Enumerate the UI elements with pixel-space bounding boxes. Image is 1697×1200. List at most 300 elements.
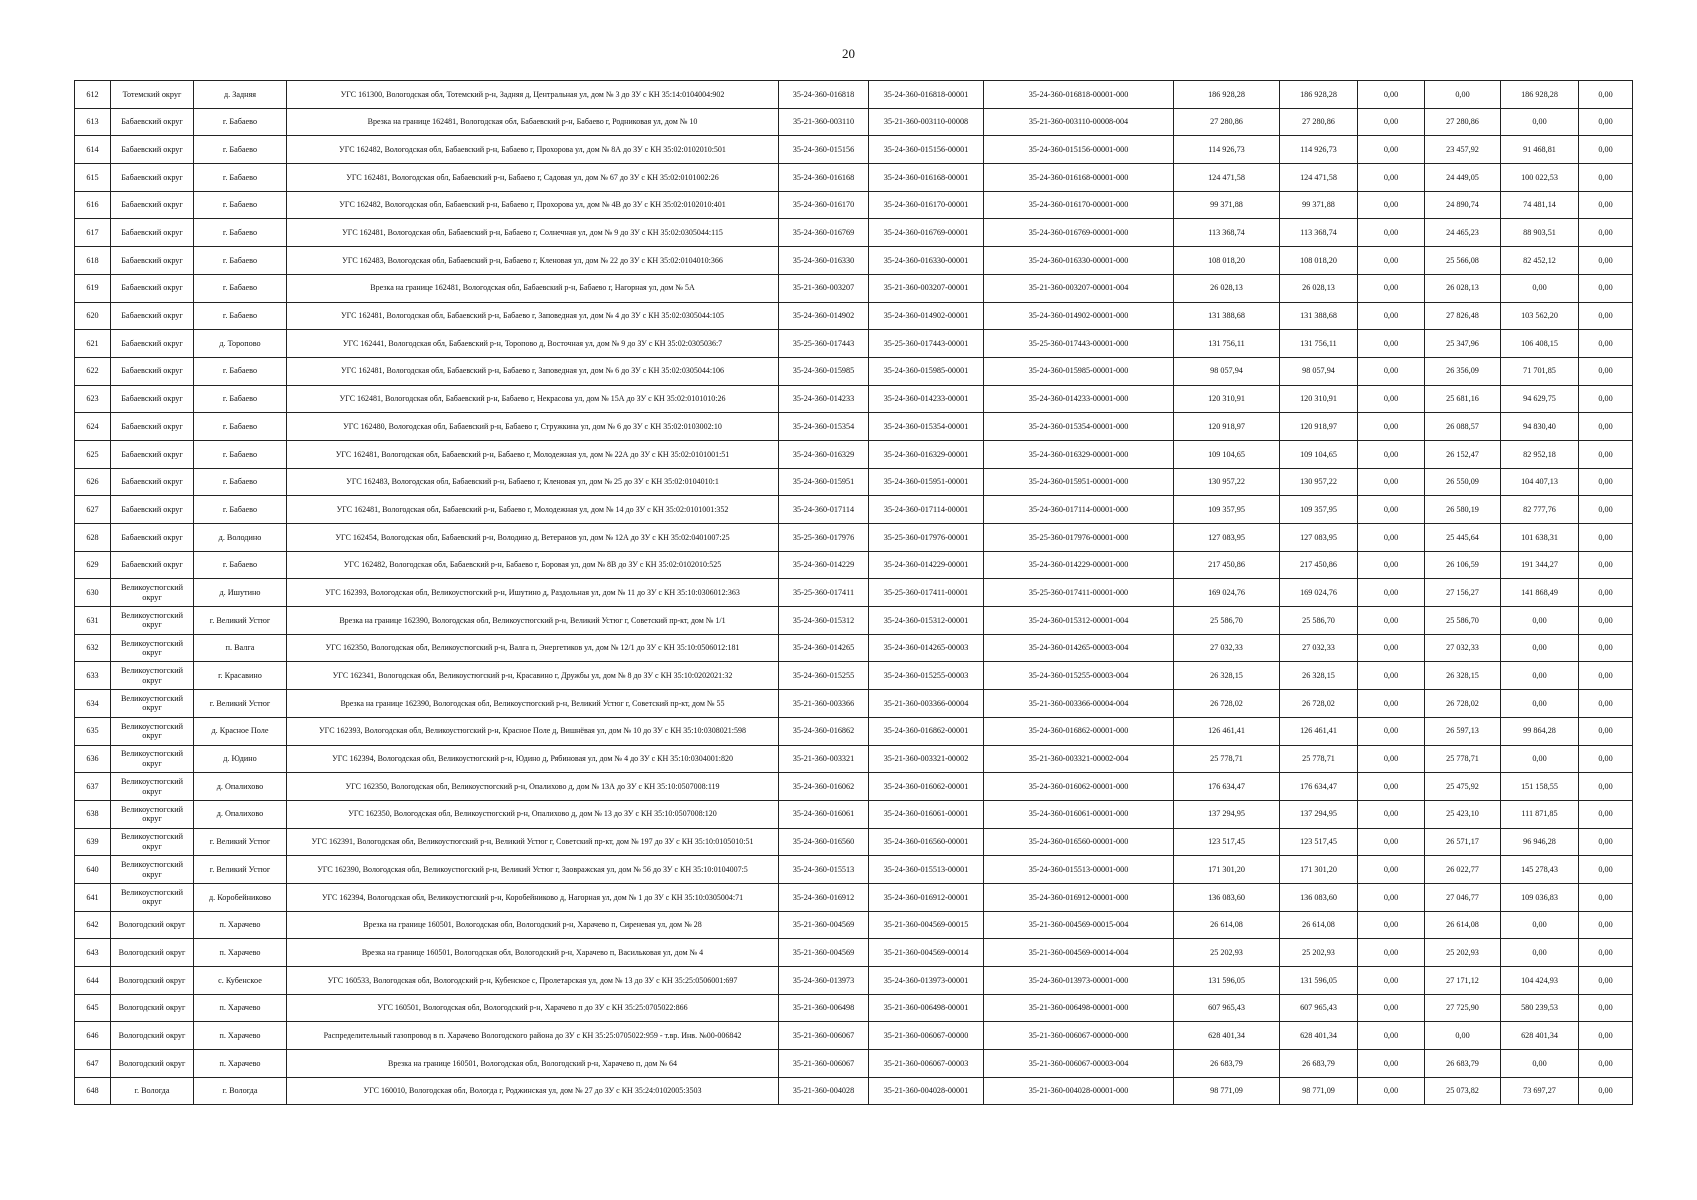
table-row <box>75 634 1633 662</box>
balance-cell: 0,00 <box>1579 773 1633 801</box>
zero-amount-cell: 0,00 <box>1358 136 1425 164</box>
amount-cell: 27 032,33 <box>1280 634 1358 662</box>
inventory-code-cell: 35-21-360-006067-00000-000 <box>984 1022 1174 1050</box>
settlement-cell: г. Великий Устюг <box>194 828 287 856</box>
connection-amount-cell: 26 683,79 <box>1425 1050 1501 1078</box>
settlement-cell: д. Юдино <box>194 745 287 773</box>
sub-object-code-cell: 35-24-360-015985-00001 <box>869 357 984 385</box>
address-cell: Распределительный газопровод в п. Харачево Вологодского района до ЗУ с КН 35:25:0705022:959 - т.вр. Инв. №00-006842 <box>287 1022 779 1050</box>
settlement-cell: п. Харачево <box>194 994 287 1022</box>
sub-object-code-cell: 35-24-360-016329-00001 <box>869 440 984 468</box>
connection-amount-cell: 0,00 <box>1425 1022 1501 1050</box>
district-cell: Бабаевский округ <box>111 302 194 330</box>
sub-object-code-cell: 35-21-360-006498-00001 <box>869 994 984 1022</box>
district-cell: Бабаевский округ <box>111 274 194 302</box>
district-cell: Бабаевский округ <box>111 524 194 552</box>
connection-amount-cell: 26 614,08 <box>1425 911 1501 939</box>
table-row <box>75 828 1633 856</box>
settlement-cell: г. Бабаево <box>194 164 287 192</box>
amount-cell: 27 280,86 <box>1280 108 1358 136</box>
row-number-cell: 616 <box>75 191 111 219</box>
amount-total-cell: 131 596,05 <box>1174 967 1280 995</box>
address-cell: УГС 160533, Вологодская обл, Вологодский р-н, Кубенское с, Пролетарская ул, дом № 13 до ЗУ с КН 35:25:0506001:697 <box>287 967 779 995</box>
object-code-cell: 35-24-360-014233 <box>779 385 869 413</box>
amount-cell: 130 957,22 <box>1280 468 1358 496</box>
zero-amount-cell: 0,00 <box>1358 690 1425 718</box>
table-row <box>75 911 1633 939</box>
settlement-cell: п. Харачево <box>194 939 287 967</box>
amount-cell: 25 778,71 <box>1280 745 1358 773</box>
table-row <box>75 164 1633 192</box>
settlement-cell: д. Коробейниково <box>194 883 287 911</box>
address-cell: Врезка на границе 160501, Вологодская обл, Вологодский р-н, Харачево п, дом № 64 <box>287 1050 779 1078</box>
remaining-amount-cell: 0,00 <box>1501 1050 1579 1078</box>
connection-amount-cell: 26 356,09 <box>1425 357 1501 385</box>
zero-amount-cell: 0,00 <box>1358 108 1425 136</box>
connection-amount-cell: 26 571,17 <box>1425 828 1501 856</box>
remaining-amount-cell: 0,00 <box>1501 662 1579 690</box>
district-cell: г. Вологда <box>111 1077 194 1105</box>
settlement-cell: г. Бабаево <box>194 302 287 330</box>
address-cell: УГС 162350, Вологодская обл, Великоустюгский р-н, Опалихово д, дом № 13А до ЗУ с КН 35:10:0507008:119 <box>287 773 779 801</box>
object-code-cell: 35-24-360-014229 <box>779 551 869 579</box>
object-code-cell: 35-24-360-015255 <box>779 662 869 690</box>
remaining-amount-cell: 145 278,43 <box>1501 856 1579 884</box>
amount-cell: 176 634,47 <box>1280 773 1358 801</box>
amount-cell: 127 083,95 <box>1280 524 1358 552</box>
district-cell: Великоустюгский округ <box>111 607 194 635</box>
zero-amount-cell: 0,00 <box>1358 247 1425 275</box>
amount-cell: 25 202,93 <box>1280 939 1358 967</box>
object-code-cell: 35-21-360-006067 <box>779 1050 869 1078</box>
object-code-cell: 35-24-360-016168 <box>779 164 869 192</box>
sub-object-code-cell: 35-24-360-015513-00001 <box>869 856 984 884</box>
balance-cell: 0,00 <box>1579 357 1633 385</box>
remaining-amount-cell: 94 830,40 <box>1501 413 1579 441</box>
inventory-code-cell: 35-24-360-014902-00001-000 <box>984 302 1174 330</box>
connection-amount-cell: 24 465,23 <box>1425 219 1501 247</box>
settlement-cell: г. Бабаево <box>194 357 287 385</box>
sub-object-code-cell: 35-24-360-016330-00001 <box>869 247 984 275</box>
amount-cell: 108 018,20 <box>1280 247 1358 275</box>
settlement-cell: д. Торопово <box>194 330 287 358</box>
table-row <box>75 302 1633 330</box>
amount-cell: 98 771,09 <box>1280 1077 1358 1105</box>
row-number-cell: 614 <box>75 136 111 164</box>
amount-total-cell: 186 928,28 <box>1174 81 1280 109</box>
zero-amount-cell: 0,00 <box>1358 468 1425 496</box>
address-cell: УГС 162482, Вологодская обл, Бабаевский р-н, Бабаево г, Прохорова ул, дом № 8А до ЗУ с КН 35:02:0102010:501 <box>287 136 779 164</box>
remaining-amount-cell: 580 239,53 <box>1501 994 1579 1022</box>
sub-object-code-cell: 35-24-360-014902-00001 <box>869 302 984 330</box>
zero-amount-cell: 0,00 <box>1358 330 1425 358</box>
amount-cell: 114 926,73 <box>1280 136 1358 164</box>
sub-object-code-cell: 35-21-360-004569-00014 <box>869 939 984 967</box>
row-number-cell: 628 <box>75 524 111 552</box>
amount-cell: 109 104,65 <box>1280 440 1358 468</box>
settlement-cell: г. Бабаево <box>194 440 287 468</box>
sub-object-code-cell: 35-24-360-013973-00001 <box>869 967 984 995</box>
settlement-cell: п. Харачево <box>194 1022 287 1050</box>
district-cell: Великоустюгский округ <box>111 634 194 662</box>
amount-total-cell: 127 083,95 <box>1174 524 1280 552</box>
address-cell: УГС 162341, Вологодская обл, Великоустюгский р-н, Красавино г, Дружбы ул, дом № 8 до ЗУ с КН 35:10:0202021:32 <box>287 662 779 690</box>
amount-cell: 120 918,97 <box>1280 413 1358 441</box>
district-cell: Бабаевский округ <box>111 136 194 164</box>
settlement-cell: д. Опалихово <box>194 800 287 828</box>
settlement-cell: д. Опалихово <box>194 773 287 801</box>
district-cell: Бабаевский округ <box>111 219 194 247</box>
table-row <box>75 994 1633 1022</box>
inventory-code-cell: 35-24-360-016912-00001-000 <box>984 883 1174 911</box>
settlement-cell: г. Бабаево <box>194 274 287 302</box>
amount-total-cell: 26 728,02 <box>1174 690 1280 718</box>
address-cell: УГС 162482, Вологодская обл, Бабаевский р-н, Бабаево г, Боровая ул, дом № 8В до ЗУ с КН 35:02:0102010:525 <box>287 551 779 579</box>
address-cell: УГС 162481, Вологодская обл, Бабаевский р-н, Бабаево г, Солнечная ул, дом № 9 до ЗУ с КН 35:02:0305044:115 <box>287 219 779 247</box>
settlement-cell: д. Ишутино <box>194 579 287 607</box>
object-code-cell: 35-24-360-016330 <box>779 247 869 275</box>
sub-object-code-cell: 35-24-360-016168-00001 <box>869 164 984 192</box>
object-code-cell: 35-24-360-016769 <box>779 219 869 247</box>
amount-total-cell: 98 057,94 <box>1174 357 1280 385</box>
remaining-amount-cell: 0,00 <box>1501 939 1579 967</box>
amount-cell: 26 028,13 <box>1280 274 1358 302</box>
object-code-cell: 35-24-360-015951 <box>779 468 869 496</box>
amount-cell: 120 310,91 <box>1280 385 1358 413</box>
address-cell: УГС 162350, Вологодская обл, Великоустюгский р-н, Валга п, Энергетиков ул, дом № 12/1 до ЗУ с КН 35:10:0506012:181 <box>287 634 779 662</box>
object-code-cell: 35-24-360-015513 <box>779 856 869 884</box>
balance-cell: 0,00 <box>1579 579 1633 607</box>
table-row <box>75 856 1633 884</box>
amount-total-cell: 113 368,74 <box>1174 219 1280 247</box>
connection-amount-cell: 26 152,47 <box>1425 440 1501 468</box>
zero-amount-cell: 0,00 <box>1358 634 1425 662</box>
district-cell: Тотемский округ <box>111 81 194 109</box>
address-cell: УГС 162481, Вологодская обл, Бабаевский р-н, Бабаево г, Некрасова ул, дом № 15А до ЗУ с КН 35:02:0101010:26 <box>287 385 779 413</box>
remaining-amount-cell: 71 701,85 <box>1501 357 1579 385</box>
amount-total-cell: 124 471,58 <box>1174 164 1280 192</box>
connection-amount-cell: 25 475,92 <box>1425 773 1501 801</box>
object-code-cell: 35-24-360-016912 <box>779 883 869 911</box>
table-row <box>75 385 1633 413</box>
balance-cell: 0,00 <box>1579 164 1633 192</box>
remaining-amount-cell: 0,00 <box>1501 690 1579 718</box>
connection-amount-cell: 0,00 <box>1425 81 1501 109</box>
district-cell: Вологодский округ <box>111 1050 194 1078</box>
amount-total-cell: 25 586,70 <box>1174 607 1280 635</box>
inventory-code-cell: 35-24-360-017114-00001-000 <box>984 496 1174 524</box>
zero-amount-cell: 0,00 <box>1358 579 1425 607</box>
sub-object-code-cell: 35-24-360-016170-00001 <box>869 191 984 219</box>
inventory-code-cell: 35-24-360-015312-00001-004 <box>984 607 1174 635</box>
zero-amount-cell: 0,00 <box>1358 1077 1425 1105</box>
amount-cell: 186 928,28 <box>1280 81 1358 109</box>
object-code-cell: 35-21-360-004569 <box>779 911 869 939</box>
district-cell: Вологодский округ <box>111 1022 194 1050</box>
inventory-code-cell: 35-24-360-015513-00001-000 <box>984 856 1174 884</box>
balance-cell: 0,00 <box>1579 108 1633 136</box>
district-cell: Бабаевский округ <box>111 357 194 385</box>
settlement-cell: г. Великий Устюг <box>194 607 287 635</box>
balance-cell: 0,00 <box>1579 81 1633 109</box>
amount-total-cell: 171 301,20 <box>1174 856 1280 884</box>
balance-cell: 0,00 <box>1579 136 1633 164</box>
object-code-cell: 35-21-360-003321 <box>779 745 869 773</box>
amount-total-cell: 120 918,97 <box>1174 413 1280 441</box>
zero-amount-cell: 0,00 <box>1358 607 1425 635</box>
amount-cell: 124 471,58 <box>1280 164 1358 192</box>
amount-total-cell: 123 517,45 <box>1174 828 1280 856</box>
inventory-code-cell: 35-24-360-016818-00001-000 <box>984 81 1174 109</box>
row-number-cell: 647 <box>75 1050 111 1078</box>
row-number-cell: 620 <box>75 302 111 330</box>
sub-object-code-cell: 35-24-360-014233-00001 <box>869 385 984 413</box>
object-code-cell: 35-24-360-017114 <box>779 496 869 524</box>
zero-amount-cell: 0,00 <box>1358 496 1425 524</box>
connection-amount-cell: 25 566,08 <box>1425 247 1501 275</box>
table-row <box>75 717 1633 745</box>
inventory-code-cell: 35-21-360-006067-00003-004 <box>984 1050 1174 1078</box>
table-body <box>75 81 1633 1105</box>
connection-amount-cell: 27 156,27 <box>1425 579 1501 607</box>
amount-total-cell: 607 965,43 <box>1174 994 1280 1022</box>
address-cell: УГС 160010, Вологодская обл, Вологда г, Роджинская ул, дом № 27 до ЗУ с КН 35:24:0102005:3503 <box>287 1077 779 1105</box>
remaining-amount-cell: 141 868,49 <box>1501 579 1579 607</box>
address-cell: УГС 162391, Вологодская обл, Великоустюгский р-н, Великий Устюг г, Советский пр-кт, дом № 197 до ЗУ с КН 35:10:0105010:51 <box>287 828 779 856</box>
inventory-code-cell: 35-21-360-004028-00001-000 <box>984 1077 1174 1105</box>
sub-object-code-cell: 35-24-360-015156-00001 <box>869 136 984 164</box>
zero-amount-cell: 0,00 <box>1358 524 1425 552</box>
connection-amount-cell: 26 328,15 <box>1425 662 1501 690</box>
zero-amount-cell: 0,00 <box>1358 800 1425 828</box>
settlement-cell: г. Бабаево <box>194 219 287 247</box>
connection-amount-cell: 24 890,74 <box>1425 191 1501 219</box>
amount-cell: 98 057,94 <box>1280 357 1358 385</box>
balance-cell: 0,00 <box>1579 385 1633 413</box>
amount-total-cell: 628 401,34 <box>1174 1022 1280 1050</box>
row-number-cell: 642 <box>75 911 111 939</box>
amount-total-cell: 131 756,11 <box>1174 330 1280 358</box>
page-number: 20 <box>842 46 855 61</box>
district-cell: Вологодский округ <box>111 911 194 939</box>
amount-total-cell: 99 371,88 <box>1174 191 1280 219</box>
zero-amount-cell: 0,00 <box>1358 302 1425 330</box>
amount-total-cell: 176 634,47 <box>1174 773 1280 801</box>
amount-total-cell: 26 614,08 <box>1174 911 1280 939</box>
connection-amount-cell: 25 202,93 <box>1425 939 1501 967</box>
row-number-cell: 623 <box>75 385 111 413</box>
settlement-cell: г. Бабаево <box>194 385 287 413</box>
object-code-cell: 35-24-360-016329 <box>779 440 869 468</box>
address-cell: Врезка на границе 162481, Вологодская обл, Бабаевский р-н, Бабаево г, Нагорная ул, дом № 5А <box>287 274 779 302</box>
amount-cell: 109 357,95 <box>1280 496 1358 524</box>
connection-amount-cell: 25 347,96 <box>1425 330 1501 358</box>
inventory-code-cell: 35-24-360-013973-00001-000 <box>984 967 1174 995</box>
district-cell: Бабаевский округ <box>111 191 194 219</box>
balance-cell: 0,00 <box>1579 191 1633 219</box>
inventory-code-cell: 35-24-360-016769-00001-000 <box>984 219 1174 247</box>
connection-amount-cell: 26 580,19 <box>1425 496 1501 524</box>
sub-object-code-cell: 35-24-360-016769-00001 <box>869 219 984 247</box>
remaining-amount-cell: 109 036,83 <box>1501 883 1579 911</box>
address-cell: УГС 162483, Вологодская обл, Бабаевский р-н, Бабаево г, Кленовая ул, дом № 22 до ЗУ с КН 35:02:0104010:366 <box>287 247 779 275</box>
zero-amount-cell: 0,00 <box>1358 81 1425 109</box>
sub-object-code-cell: 35-21-360-004569-00015 <box>869 911 984 939</box>
address-cell: УГС 162394, Вологодская обл, Великоустюгский р-н, Юдино д, Рябиновая ул, дом № 4 до ЗУ с КН 35:10:0304001:820 <box>287 745 779 773</box>
table-row <box>75 108 1633 136</box>
inventory-code-cell: 35-24-360-016168-00001-000 <box>984 164 1174 192</box>
remaining-amount-cell: 628 401,34 <box>1501 1022 1579 1050</box>
zero-amount-cell: 0,00 <box>1358 911 1425 939</box>
remaining-amount-cell: 96 946,28 <box>1501 828 1579 856</box>
address-cell: УГС 162481, Вологодская обл, Бабаевский р-н, Бабаево г, Садовая ул, дом № 67 до ЗУ с КН 35:02:0101002:26 <box>287 164 779 192</box>
district-cell: Бабаевский округ <box>111 385 194 413</box>
connection-amount-cell: 23 457,92 <box>1425 136 1501 164</box>
row-number-cell: 615 <box>75 164 111 192</box>
row-number-cell: 617 <box>75 219 111 247</box>
object-code-cell: 35-24-360-016170 <box>779 191 869 219</box>
row-number-cell: 632 <box>75 634 111 662</box>
inventory-code-cell: 35-24-360-016062-00001-000 <box>984 773 1174 801</box>
zero-amount-cell: 0,00 <box>1358 717 1425 745</box>
settlement-cell: д. Задняя <box>194 81 287 109</box>
connection-amount-cell: 27 032,33 <box>1425 634 1501 662</box>
row-number-cell: 634 <box>75 690 111 718</box>
inventory-code-cell: 35-24-360-014229-00001-000 <box>984 551 1174 579</box>
zero-amount-cell: 0,00 <box>1358 939 1425 967</box>
address-cell: УГС 162454, Вологодская обл, Бабаевский р-н, Володино д, Ветеранов ул, дом № 12А до ЗУ с КН 35:02:0401007:25 <box>287 524 779 552</box>
connection-amount-cell: 26 597,13 <box>1425 717 1501 745</box>
district-cell: Бабаевский округ <box>111 247 194 275</box>
object-code-cell: 35-21-360-006067 <box>779 1022 869 1050</box>
address-cell: Врезка на границе 162481, Вологодская обл, Бабаевский р-н, Бабаево г, Родниковая ул, дом № 10 <box>287 108 779 136</box>
district-cell: Бабаевский округ <box>111 468 194 496</box>
row-number-cell: 638 <box>75 800 111 828</box>
sub-object-code-cell: 35-24-360-016061-00001 <box>869 800 984 828</box>
address-cell: УГС 162481, Вологодская обл, Бабаевский р-н, Бабаево г, Молодежная ул, дом № 22А до ЗУ с КН 35:02:0101001:51 <box>287 440 779 468</box>
district-cell: Великоустюгский округ <box>111 662 194 690</box>
object-code-cell: 35-21-360-006498 <box>779 994 869 1022</box>
remaining-amount-cell: 94 629,75 <box>1501 385 1579 413</box>
address-cell: УГС 160501, Вологодская обл, Вологодский р-н, Харачево п до ЗУ с КН 35:25:0705022:866 <box>287 994 779 1022</box>
inventory-code-cell: 35-24-360-015255-00003-004 <box>984 662 1174 690</box>
settlement-cell: п. Валга <box>194 634 287 662</box>
table-row <box>75 690 1633 718</box>
zero-amount-cell: 0,00 <box>1358 1022 1425 1050</box>
row-number-cell: 613 <box>75 108 111 136</box>
sub-object-code-cell: 35-24-360-015354-00001 <box>869 413 984 441</box>
table-row <box>75 1077 1633 1105</box>
table-row <box>75 883 1633 911</box>
zero-amount-cell: 0,00 <box>1358 967 1425 995</box>
district-cell: Бабаевский округ <box>111 108 194 136</box>
district-cell: Великоустюгский округ <box>111 800 194 828</box>
amount-cell: 131 756,11 <box>1280 330 1358 358</box>
connection-amount-cell: 26 028,13 <box>1425 274 1501 302</box>
connection-amount-cell: 25 586,70 <box>1425 607 1501 635</box>
balance-cell: 0,00 <box>1579 883 1633 911</box>
settlement-cell: г. Бабаево <box>194 191 287 219</box>
object-code-cell: 35-24-360-014265 <box>779 634 869 662</box>
district-cell: Великоустюгский округ <box>111 717 194 745</box>
settlement-cell: д. Красное Поле <box>194 717 287 745</box>
zero-amount-cell: 0,00 <box>1358 357 1425 385</box>
balance-cell: 0,00 <box>1579 634 1633 662</box>
inventory-code-cell: 35-21-360-006498-00001-000 <box>984 994 1174 1022</box>
table-row <box>75 579 1633 607</box>
object-code-cell: 35-24-360-013973 <box>779 967 869 995</box>
amount-cell: 25 586,70 <box>1280 607 1358 635</box>
sub-object-code-cell: 35-24-360-015951-00001 <box>869 468 984 496</box>
inventory-code-cell: 35-24-360-014265-00003-004 <box>984 634 1174 662</box>
settlement-cell: п. Харачево <box>194 1050 287 1078</box>
district-cell: Вологодский округ <box>111 967 194 995</box>
row-number-cell: 633 <box>75 662 111 690</box>
amount-cell: 123 517,45 <box>1280 828 1358 856</box>
remaining-amount-cell: 151 158,55 <box>1501 773 1579 801</box>
row-number-cell: 637 <box>75 773 111 801</box>
amount-cell: 137 294,95 <box>1280 800 1358 828</box>
balance-cell: 0,00 <box>1579 662 1633 690</box>
amount-total-cell: 27 280,86 <box>1174 108 1280 136</box>
amount-cell: 113 368,74 <box>1280 219 1358 247</box>
settlement-cell: п. Харачево <box>194 911 287 939</box>
row-number-cell: 641 <box>75 883 111 911</box>
inventory-code-cell: 35-21-360-003366-00004-004 <box>984 690 1174 718</box>
balance-cell: 0,00 <box>1579 274 1633 302</box>
remaining-amount-cell: 104 407,13 <box>1501 468 1579 496</box>
table-row <box>75 939 1633 967</box>
sub-object-code-cell: 35-21-360-006067-00000 <box>869 1022 984 1050</box>
address-cell: УГС 162390, Вологодская обл, Великоустюгский р-н, Великий Устюг г, Заовражская ул, дом № 56 до ЗУ с КН 35:10:0104007:5 <box>287 856 779 884</box>
table-row <box>75 440 1633 468</box>
table-row <box>75 1022 1633 1050</box>
object-code-cell: 35-25-360-017976 <box>779 524 869 552</box>
object-code-cell: 35-24-360-016560 <box>779 828 869 856</box>
balance-cell: 0,00 <box>1579 219 1633 247</box>
balance-cell: 0,00 <box>1579 496 1633 524</box>
address-cell: УГС 162393, Вологодская обл, Великоустюгский р-н, Ишутино д, Раздольная ул, дом № 11 до ЗУ с КН 35:10:0306012:363 <box>287 579 779 607</box>
inventory-code-cell: 35-24-360-015951-00001-000 <box>984 468 1174 496</box>
amount-total-cell: 26 683,79 <box>1174 1050 1280 1078</box>
sub-object-code-cell: 35-24-360-014265-00003 <box>869 634 984 662</box>
inventory-code-cell: 35-25-360-017443-00001-000 <box>984 330 1174 358</box>
remaining-amount-cell: 88 903,51 <box>1501 219 1579 247</box>
sub-object-code-cell: 35-24-360-016862-00001 <box>869 717 984 745</box>
address-cell: УГС 162481, Вологодская обл, Бабаевский р-н, Бабаево г, Заповедная ул, дом № 4 до ЗУ с КН 35:02:0305044:105 <box>287 302 779 330</box>
balance-cell: 0,00 <box>1579 440 1633 468</box>
remaining-amount-cell: 186 928,28 <box>1501 81 1579 109</box>
table-row <box>75 468 1633 496</box>
remaining-amount-cell: 91 468,81 <box>1501 136 1579 164</box>
connection-amount-cell: 25 681,16 <box>1425 385 1501 413</box>
amount-cell: 607 965,43 <box>1280 994 1358 1022</box>
remaining-amount-cell: 0,00 <box>1501 634 1579 662</box>
settlement-cell: г. Бабаево <box>194 496 287 524</box>
row-number-cell: 636 <box>75 745 111 773</box>
connection-amount-cell: 27 046,77 <box>1425 883 1501 911</box>
remaining-amount-cell: 0,00 <box>1501 745 1579 773</box>
zero-amount-cell: 0,00 <box>1358 773 1425 801</box>
amount-cell: 126 461,41 <box>1280 717 1358 745</box>
inventory-code-cell: 35-21-360-003207-00001-004 <box>984 274 1174 302</box>
amount-cell: 217 450,86 <box>1280 551 1358 579</box>
amount-cell: 26 728,02 <box>1280 690 1358 718</box>
row-number-cell: 627 <box>75 496 111 524</box>
remaining-amount-cell: 99 864,28 <box>1501 717 1579 745</box>
zero-amount-cell: 0,00 <box>1358 856 1425 884</box>
row-number-cell: 643 <box>75 939 111 967</box>
